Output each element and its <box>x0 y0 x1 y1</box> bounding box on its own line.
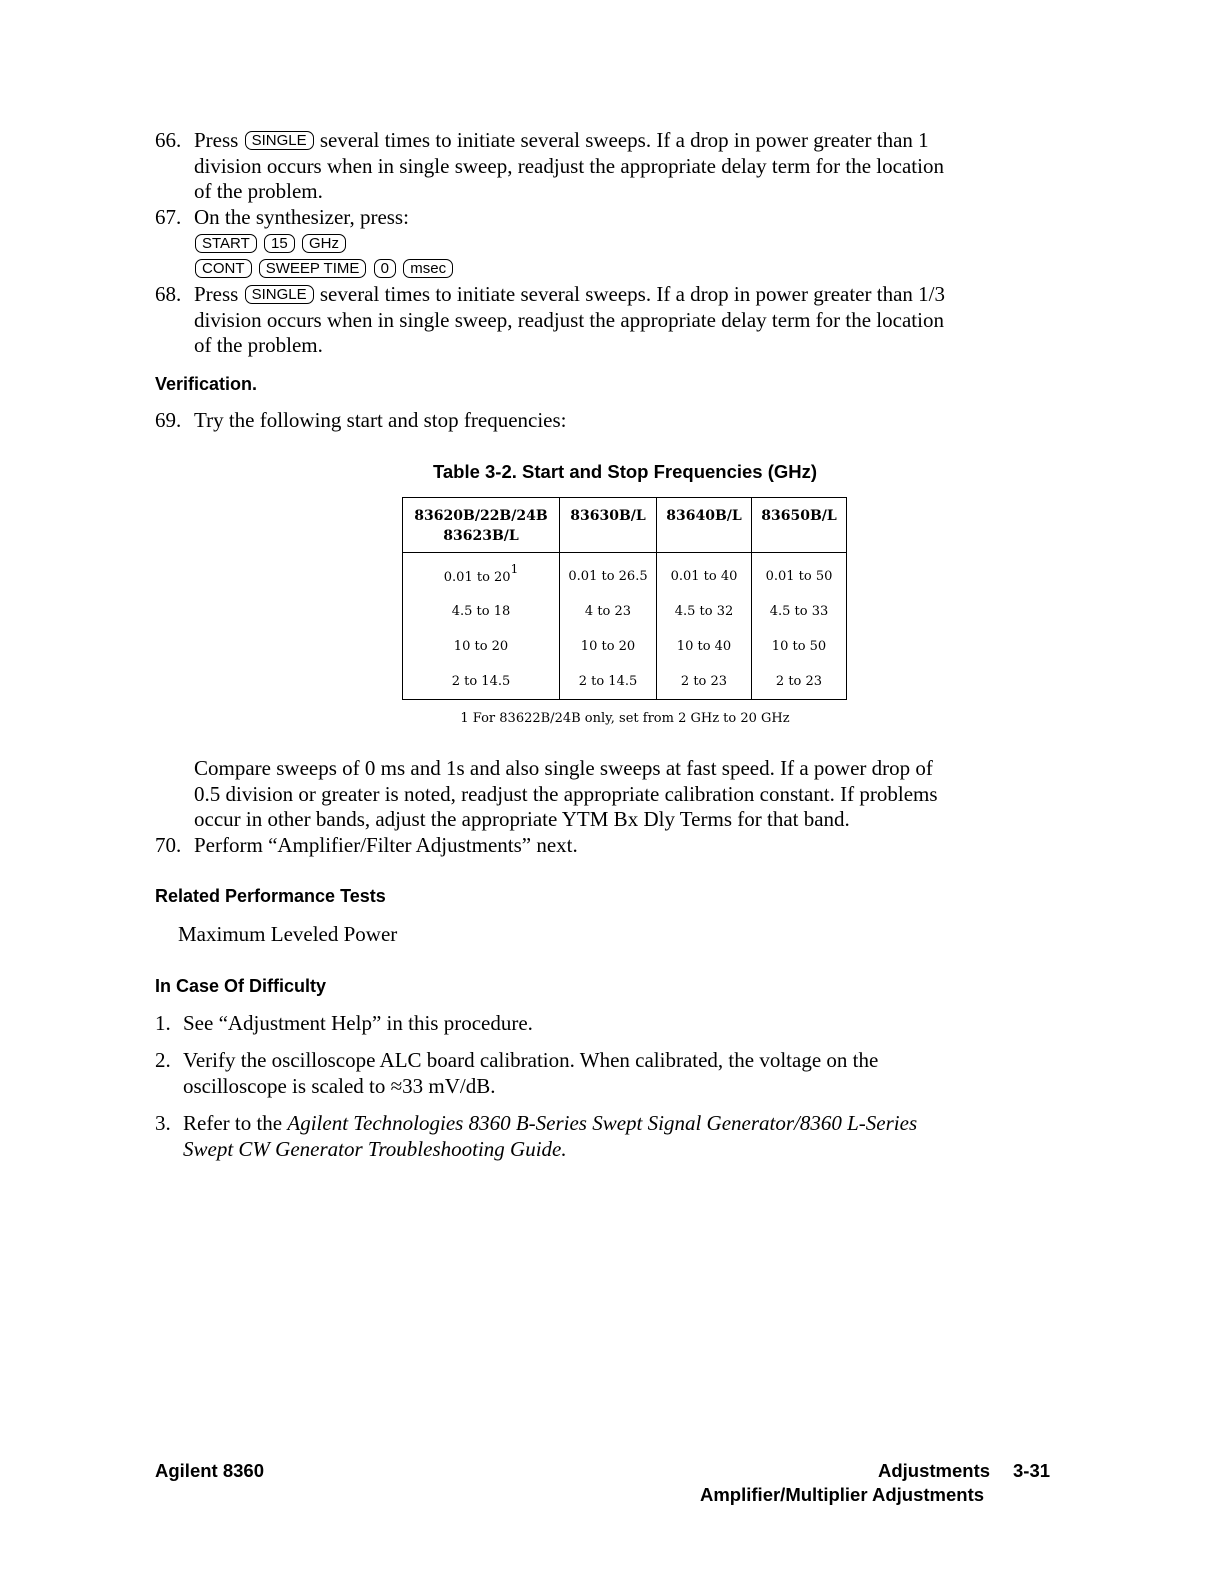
table-cell: 4.5 to 32 <box>657 594 752 629</box>
footnote-mark: 1 <box>510 561 519 576</box>
item-text: See “Adjustment Help” in this procedure. <box>183 1011 533 1035</box>
table-row <box>403 553 847 595</box>
step-text: of the problem. <box>194 179 323 203</box>
difficulty-heading: In Case Of Difficulty <box>155 976 327 996</box>
step-number: 69. <box>155 408 182 432</box>
single-key: SINGLE <box>245 285 314 304</box>
step-text: several times to initiate several sweeps. If a drop in power greater than 1/3 <box>319 282 945 306</box>
item-text: Verify the oscilloscope ALC board calibration. When calibrated, the voltage on the <box>183 1048 879 1072</box>
item-number: 2. <box>155 1048 171 1072</box>
step-number: 68. <box>155 282 182 306</box>
table-cell: 4 to 23 <box>560 594 657 629</box>
table-cell: 2 to 23 <box>752 664 847 700</box>
item-text: Refer to the <box>183 1111 283 1135</box>
header-label: 83620B/22B/24B <box>414 508 548 524</box>
difficulty-item-3 <box>155 1111 1055 1162</box>
step-text: several times to initiate several sweeps. If a drop in power greater than 1 <box>319 128 929 152</box>
table-row <box>403 629 847 664</box>
table-cell: 0.01 to 50 <box>752 553 847 595</box>
table-row <box>403 664 847 700</box>
ghz-key: GHz <box>302 234 346 253</box>
table-cell: 10 to 20 <box>560 629 657 664</box>
msec-key: msec <box>403 259 453 278</box>
0-key: 0 <box>374 259 396 278</box>
table-cell <box>403 553 560 595</box>
cell-value: 0.01 to 20 <box>443 569 511 585</box>
start-key: START <box>195 234 257 253</box>
table-row <box>403 594 847 629</box>
table-cell: 4.5 to 18 <box>403 594 560 629</box>
step-number: 70. <box>155 833 182 857</box>
step-70 <box>155 833 1055 859</box>
table-cell: 10 to 20 <box>403 629 560 664</box>
compare-paragraph <box>194 756 938 833</box>
step-69 <box>155 408 1055 434</box>
table-footnote: 1 For 83622B/24B only, set from 2 GHz to 20 GHz <box>460 711 790 726</box>
step-text: division occurs when in single sweep, readjust the appropriate delay term for the location <box>194 153 944 178</box>
related-test-item: Maximum Leveled Power <box>178 922 398 946</box>
step-text: Press <box>194 282 239 306</box>
item-text: oscilloscope is scaled to ≈33 mV/dB. <box>183 1073 496 1098</box>
sweep-time-key: SWEEP TIME <box>259 259 367 278</box>
table-cell: 2 to 23 <box>657 664 752 700</box>
step-number: 67. <box>155 205 182 229</box>
table-header-row <box>403 498 847 553</box>
paragraph-line: occur in other bands, adjust the appropriate YTM Bx Dly Terms for that band. <box>194 807 850 831</box>
table-header: 83630B/L <box>560 498 657 553</box>
table-cell: 0.01 to 26.5 <box>560 553 657 595</box>
step-text: Try the following start and stop frequencies: <box>194 408 567 432</box>
item-number: 3. <box>155 1111 171 1135</box>
table-title: Table 3-2. Start and Stop Frequencies (GHz) <box>432 461 818 482</box>
cont-key: CONT <box>195 259 252 278</box>
step-number: 66. <box>155 128 182 152</box>
paragraph-line: 0.5 division or greater is noted, readjust the appropriate calibration constant. If problems <box>194 781 938 806</box>
step-text: Perform “Amplifier/Filter Adjustments” next. <box>194 833 578 857</box>
footer-section: Adjustments <box>878 1460 991 1481</box>
15-key: 15 <box>264 234 295 253</box>
guide-title: Swept CW Generator Troubleshooting Guide. <box>183 1136 567 1161</box>
step-66 <box>155 128 1055 205</box>
step-67 <box>155 205 1055 282</box>
frequency-table <box>402 497 847 700</box>
step-text: On the synthesizer, press: <box>194 205 409 229</box>
table-cell: 2 to 14.5 <box>560 664 657 700</box>
difficulty-item-1 <box>155 1011 1055 1037</box>
table-header: 83640B/L <box>657 498 752 553</box>
step-text: of the problem. <box>194 333 323 357</box>
verification-heading: Verification. <box>155 374 258 394</box>
paragraph-line: Compare sweeps of 0 ms and 1s and also single sweeps at fast speed. If a power drop of <box>194 756 933 780</box>
footer-page-number: 3-31 <box>1013 1460 1051 1481</box>
item-number: 1. <box>155 1011 171 1035</box>
guide-title: Agilent Technologies 8360 B-Series Swept Signal Generator/8360 L-Series <box>287 1111 918 1135</box>
difficulty-item-2 <box>155 1048 1055 1099</box>
table-header <box>403 498 560 553</box>
table-header: 83650B/L <box>752 498 847 553</box>
table-cell: 10 to 40 <box>657 629 752 664</box>
step-68 <box>155 282 1055 359</box>
table-cell: 2 to 14.5 <box>403 664 560 700</box>
step-text: division occurs when in single sweep, readjust the appropriate delay term for the location <box>194 307 944 332</box>
single-key: SINGLE <box>245 131 314 150</box>
table-cell: 10 to 50 <box>752 629 847 664</box>
step-text: Press <box>194 128 239 152</box>
table-cell: 4.5 to 33 <box>752 594 847 629</box>
table-cell: 0.01 to 40 <box>657 553 752 595</box>
header-label: 83623B/L <box>443 528 519 544</box>
footer-subsection: Amplifier/Multiplier Adjustments <box>700 1484 985 1505</box>
related-tests-heading: Related Performance Tests <box>155 886 386 906</box>
footer-product: Agilent 8360 <box>155 1460 264 1481</box>
